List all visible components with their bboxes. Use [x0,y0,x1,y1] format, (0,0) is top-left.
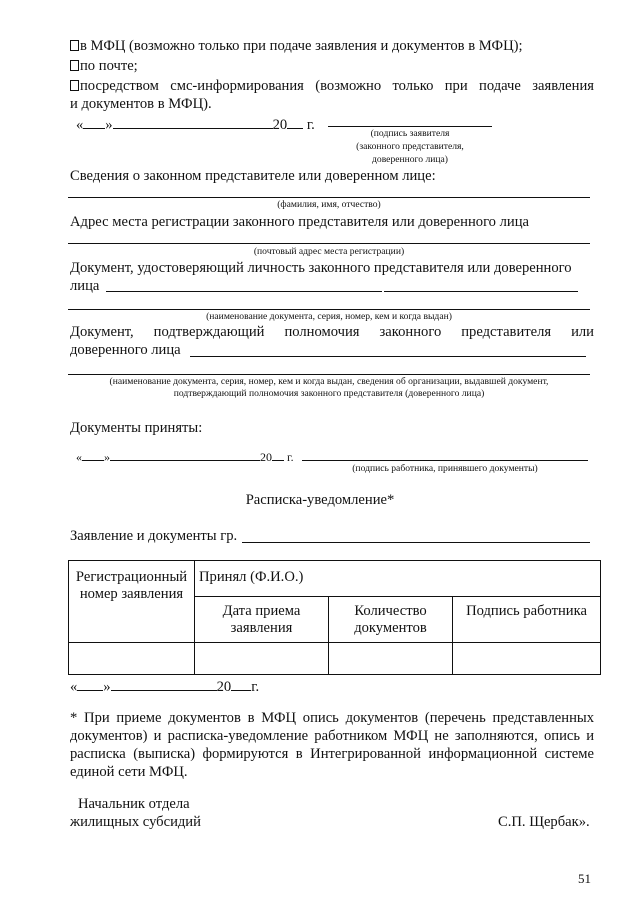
rep-address-title: Адрес места регистрации законного представителя или доверенного лица [70,214,530,230]
col-reg-number: Регистрационный номер заявления [69,561,195,643]
rep-name-caption: (фамилия, имя, отчество) [277,199,381,210]
rep-doc-auth-caption-2: подтверждающий полномочия законного представителя (доверенного лица) [173,388,485,399]
month-blank [113,114,273,129]
footnote-line2: документов) и расписка-уведомление работником МФЦ не заполняются, опись и [70,728,594,744]
date-receipt: « » 20 г. [70,676,259,696]
rep-doc-auth-line [68,374,590,375]
col-count: Количество документов [329,597,453,643]
cell-date [195,643,329,675]
receipt-title: Расписка-уведомление* [245,492,395,508]
signoff-position-1: Начальник отдела [78,796,190,812]
sig-caption-1: (подпись заявителя [370,128,450,139]
signoff-position-2: жилищных субсидий [70,814,201,830]
checkbox-icon [70,60,79,71]
col-accepted-by: Принял (Ф.И.О.) [195,561,601,597]
checkbox-icon [70,80,79,91]
option-sms-line1: посредством смс-информирования (возможно только при подаче заявления [70,78,594,95]
applicant-name-line [242,542,590,543]
rep-doc-id-line1: Документ, удостоверяющий личность законного представителя или доверенного [70,260,572,276]
applicant-signature-line [328,126,492,127]
date-applicant: « » 20 г. [76,114,315,134]
checkbox-icon [70,40,79,51]
sig-caption-3: доверенного лица) [372,154,448,165]
footnote-line1: * При приеме документов в МФЦ опись документов (перечень представленных [70,710,594,726]
rep-doc-id-line2: лица [70,278,100,294]
registration-table [68,560,601,675]
rep-doc-auth-caption-1: (наименование документа, серия, номер, кем и когда выдан, сведения об организации, выдавшей документ, [109,376,549,387]
signoff-name: С.П. Щербак». [498,814,590,830]
rep-name-line [68,197,590,198]
day-blank [77,676,103,691]
cell-count [329,643,453,675]
rep-doc-id-caption: (наименование документа, серия, номер, кем и когда выдан) [206,311,452,322]
worker-signature-caption: (подпись работника, принявшего документы) [352,463,538,474]
receipt-applicant: Заявление и документы гр. [70,528,238,544]
year-blank [272,448,284,461]
col-date: Дата приема заявления [195,597,329,643]
rep-address-line [68,243,590,244]
option-mfc: в МФЦ (возможно только при подаче заявления и документов в МФЦ); [70,38,523,55]
cell-signature [453,643,601,675]
sig-caption-2: (законного представителя, [356,141,464,152]
rep-doc-id-line [68,309,590,310]
month-blank [110,448,260,461]
page-number: 51 [578,871,591,886]
rep-doc-auth-line2: доверенного лица [70,342,181,358]
rep-doc-id-blank-2 [384,291,578,292]
col-signature: Подпись работника [453,597,601,643]
rep-title: Сведения о законном представителе или доверенном лице: [70,168,436,184]
day-blank [82,448,104,461]
option-sms-line2: и документов в МФЦ). [70,96,212,112]
year-blank [287,114,303,129]
date-accepted: « » 20 г. [76,450,294,464]
accepted-title: Документы приняты: [70,420,203,436]
day-blank [83,114,105,129]
cell-reg-number [69,643,195,675]
rep-doc-id-blank [106,291,382,292]
worker-signature-line [302,460,588,461]
year-blank [231,676,251,691]
footnote-line4: единой сети МФЦ. [70,764,188,780]
month-blank [111,676,217,691]
footnote-line3: расписка (выписка) формируются в Интегрированной информационной системе [70,746,594,762]
rep-doc-auth-line1: Документ, подтверждающий полномочия законного представителя или [70,324,594,340]
option-post: по почте; [70,58,138,75]
rep-address-caption: (почтовый адрес места регистрации) [253,246,405,257]
rep-doc-auth-blank [190,356,586,357]
